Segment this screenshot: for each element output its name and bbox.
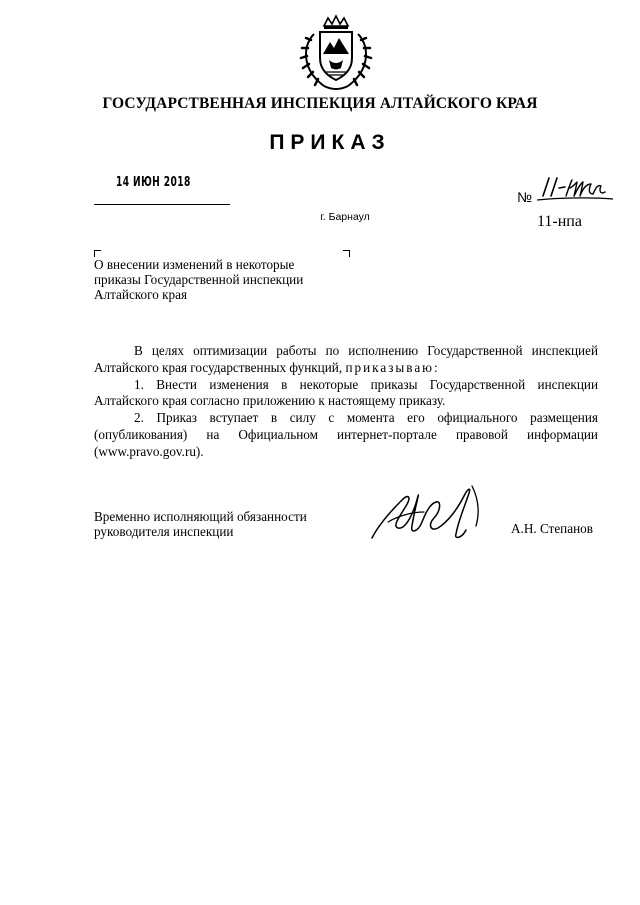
city: г. Барнаул [320, 211, 370, 223]
item-1-line: 1. Внести изменения в некоторые приказы Государственной инспекции [134, 376, 598, 392]
date-underline [94, 204, 230, 205]
preamble-line: В целях оптимизации работы по исполнению Государственной инспекцией [134, 343, 598, 358]
document-type-title: ПРИКАЗ [269, 131, 391, 154]
item-2-line: 2. Приказ вступает в силу с момента его официального размещения [134, 410, 598, 426]
subject-corner-left [94, 250, 101, 257]
subject-line: приказы Государственной инспекции [94, 272, 304, 287]
item-2-line: (www.pravo.gov.ru). [94, 443, 204, 459]
document-body [94, 343, 598, 461]
item-1-line: Алтайского края согласно приложению к настоящему приказу. [94, 393, 446, 409]
subject-corner-right [343, 250, 350, 257]
document-date: 14 ИЮН 2018 [116, 175, 191, 190]
number-label: № [517, 189, 533, 205]
preamble-line: Алтайского края государственных функций, приказываю: [94, 359, 438, 375]
subject-block [94, 257, 354, 302]
signer-name: А.Н. Степанов [511, 521, 593, 536]
subject-line: О внесении изменений в некоторые [94, 257, 295, 272]
item-2-line: (опубликования) на Официальном интернет-портале правовой информации [94, 426, 598, 442]
subject-line: Алтайского края [94, 287, 188, 302]
coat-of-arms-icon [294, 14, 378, 94]
agency-name: ГОСУДАРСТВЕННАЯ ИНСПЕКЦИЯ АЛТАЙСКОГО КРАЯ [102, 95, 538, 112]
signer-position: Временно исполняющий обязанности руководителя инспекции [94, 509, 307, 539]
order-verb: приказываю [345, 359, 435, 375]
document-number-handwritten: 11-нпа [537, 172, 613, 208]
handwritten-signature-icon [368, 482, 498, 544]
